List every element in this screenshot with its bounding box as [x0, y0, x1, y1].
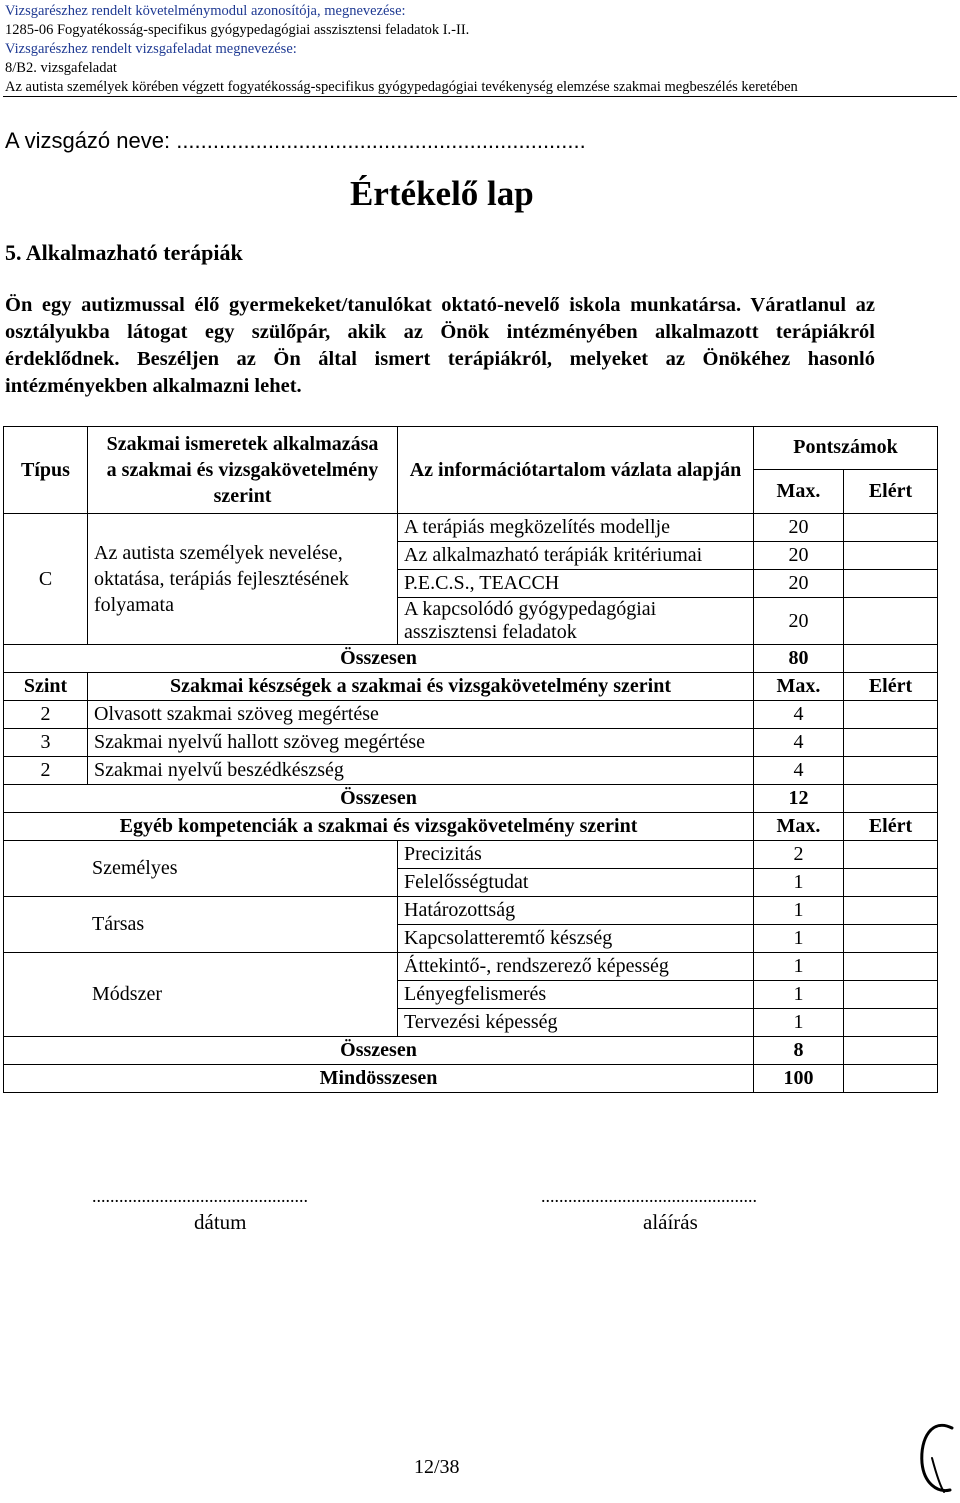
section-title: 5. Alkalmazható terápiák [5, 240, 243, 265]
competency-row [4, 953, 938, 981]
header-line-2: 1285-06 Fogyatékosság-specifikus gyógypedagógiai asszisztensi feladatok I.-II. [5, 22, 470, 38]
competency-row [4, 897, 938, 925]
group-social: Társas [4, 897, 398, 953]
task-description: Ön egy autizmussal élő gyermekeket/tanulókat oktató-nevelő iskola munkatársa. Váratlanul az osztályukba látogat egy szülőpár, akik az Önök intézményében alkalmazott terápiákról érdeklődnek. Beszéljen az Ön által ismert terápiákról, melyeket az Önökéhez hasonló intézményekben alkalmazni lehet. [5, 294, 875, 397]
competency-label: Precizitás [398, 841, 754, 869]
header-pontszamok: Pontszámok [754, 427, 938, 470]
grand-total-max: 100 [754, 1065, 844, 1093]
skills-header: Szakmai készségek a szakmai és vizsgakövetelmény szerint [88, 673, 754, 701]
knowledge-max: 20 [754, 570, 844, 598]
other-header-row [4, 813, 938, 841]
competency-row [4, 841, 938, 869]
other-total-label: Összesen [4, 1037, 754, 1065]
competency-score [844, 841, 938, 869]
header-line-5: Az autista személyek körében végzett fogyatékosság-specifikus gyógypedagógiai tevékenység elemzése szakmai megbeszélés keretében [5, 79, 798, 95]
skills-level-header: Szint [4, 673, 88, 701]
skills-max-header: Max. [754, 673, 844, 701]
knowledge-item: A kapcsolódó gyógypedagógiai asszisztensi feladatok [398, 598, 754, 645]
header-szakmai: Szakmai ismeretek alkalmazása a szakmai és vizsgakövetelmény szerint [88, 427, 398, 514]
page-number: 12/38 [414, 1456, 460, 1478]
skill-level: 2 [4, 701, 88, 729]
knowledge-total-score [844, 645, 938, 673]
skills-total-row [4, 785, 938, 813]
skill-max: 4 [754, 701, 844, 729]
header-line-1: Vizsgarészhez rendelt követelménymodul azonosítója, megnevezése: [5, 3, 406, 19]
knowledge-item: Az alkalmazható terápiák kritériumai [398, 542, 754, 570]
competency-max: 1 [754, 925, 844, 953]
competency-label: Tervezési képesség [398, 1009, 754, 1037]
knowledge-max: 20 [754, 514, 844, 542]
competency-max: 2 [754, 841, 844, 869]
other-total-score [844, 1037, 938, 1065]
skill-label: Szakmai nyelvű hallott szöveg megértése [88, 729, 754, 757]
header-tipus: Típus [4, 427, 88, 514]
skill-label: Szakmai nyelvű beszédkészség [88, 757, 754, 785]
competency-score [844, 925, 938, 953]
competency-label: Felelősségtudat [398, 869, 754, 897]
other-total-max: 8 [754, 1037, 844, 1065]
header-line-4: 8/B2. vizsgafeladat [5, 60, 117, 76]
other-header: Egyéb kompetenciák a szakmai és vizsgakövetelmény szerint [4, 813, 754, 841]
other-total-row [4, 1037, 938, 1065]
competency-label: Lényegfelismerés [398, 981, 754, 1009]
other-elert-header: Elért [844, 813, 938, 841]
knowledge-score [844, 570, 938, 598]
skill-max: 4 [754, 757, 844, 785]
examinee-name-line: A vizsgázó neve: ................................................................... [5, 128, 586, 153]
header-rule [3, 96, 957, 97]
competency-score [844, 1009, 938, 1037]
competency-score [844, 869, 938, 897]
skills-total-max: 12 [754, 785, 844, 813]
type-value: C [4, 514, 88, 645]
page-title: Értékelő lap [350, 174, 534, 213]
competency-max: 1 [754, 1009, 844, 1037]
group-personal: Személyes [4, 841, 398, 897]
skills-elert-header: Elért [844, 673, 938, 701]
knowledge-total-label: Összesen [4, 645, 754, 673]
skill-label: Olvasott szakmai szöveg megértése [88, 701, 754, 729]
other-max-header: Max. [754, 813, 844, 841]
group-method: Módszer [4, 953, 398, 1037]
competency-score [844, 897, 938, 925]
skill-score [844, 757, 938, 785]
skill-level: 2 [4, 757, 88, 785]
skill-score [844, 701, 938, 729]
skills-header-row [4, 673, 938, 701]
knowledge-score [844, 514, 938, 542]
grand-total-row [4, 1065, 938, 1093]
document-header [5, 2, 798, 97]
table-header-row [4, 427, 938, 470]
skill-level: 3 [4, 729, 88, 757]
skill-row [4, 729, 938, 757]
header-max: Max. [754, 469, 844, 513]
competency-max: 1 [754, 897, 844, 925]
skill-row [4, 757, 938, 785]
skills-total-label: Összesen [4, 785, 754, 813]
competency-score [844, 981, 938, 1009]
grand-total-score [844, 1065, 938, 1093]
skill-max: 4 [754, 729, 844, 757]
evaluation-table [3, 426, 938, 1093]
competency-label: Kapcsolatteremtő készség [398, 925, 754, 953]
knowledge-total-max: 80 [754, 645, 844, 673]
skill-score [844, 729, 938, 757]
competency-label: Áttekintő-, rendszerező képesség [398, 953, 754, 981]
knowledge-max: 20 [754, 598, 844, 645]
header-info: Az információtartalom vázlata alapján [398, 427, 754, 514]
competency-score [844, 953, 938, 981]
competency-max: 1 [754, 953, 844, 981]
date-dots: ................................................ [92, 1186, 308, 1206]
competency-max: 1 [754, 981, 844, 1009]
signature-dots: ................................................ [541, 1186, 757, 1206]
knowledge-row [4, 514, 938, 542]
skills-total-score [844, 785, 938, 813]
competency-label: Határozottság [398, 897, 754, 925]
grand-total-label: Mindösszesen [4, 1065, 754, 1093]
knowledge-item: P.E.C.S., TEACCH [398, 570, 754, 598]
date-label: dátum [194, 1210, 247, 1234]
skill-row [4, 701, 938, 729]
handwritten-initial-icon [912, 1418, 960, 1498]
knowledge-total-row [4, 645, 938, 673]
knowledge-score [844, 598, 938, 645]
competency-max: 1 [754, 869, 844, 897]
knowledge-max: 20 [754, 542, 844, 570]
knowledge-desc: Az autista személyek nevelése, oktatása, terápiás fejlesztésének folyamata [88, 514, 398, 645]
knowledge-item: A terápiás megközelítés modellje [398, 514, 754, 542]
signature-label: aláírás [643, 1210, 698, 1234]
header-elert: Elért [844, 469, 938, 513]
header-line-3: Vizsgarészhez rendelt vizsgafeladat megnevezése: [5, 41, 297, 57]
knowledge-score [844, 542, 938, 570]
